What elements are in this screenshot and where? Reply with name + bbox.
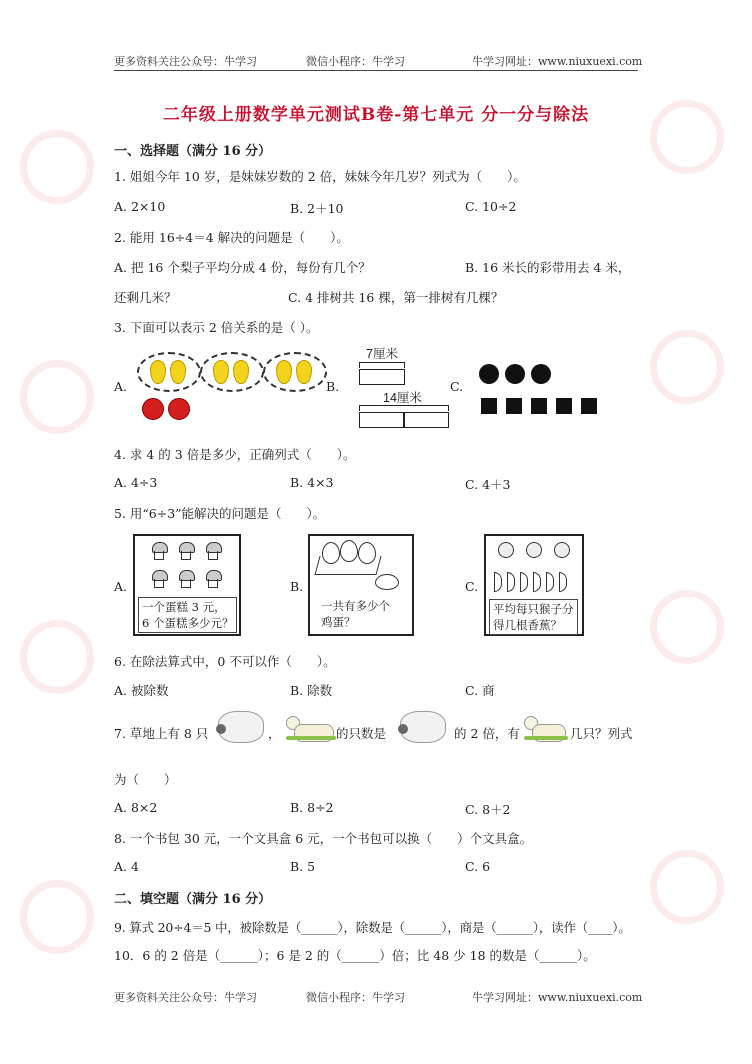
q5-option-c: C. [465,579,479,594]
q7-option-a: A. 8×2 [114,800,158,815]
footer-right: 牛学习网址：www.niuxuexi.com [472,991,643,1004]
question-7-part4: 的 2 倍，有 [454,726,520,741]
header-rule [114,70,638,71]
question-2: 2. 能用 16÷4＝4 解决的问题是（ ）。 [114,230,349,245]
q3-option-c: C. [450,379,464,394]
question-3: 3. 下面可以表示 2 倍关系的是（ ）。 [114,320,319,335]
cupcake-icon [152,570,166,588]
q6-option-b: B. 除数 [290,683,333,698]
question-7-part2: ， [268,726,281,741]
q5-c-caption-line2: 得几根香蕉？ [493,618,562,632]
q6-option-c: C. 商 [465,683,495,698]
section-fill-heading: 二、填空题（满分 16 分） [114,892,272,907]
q5-a-caption [138,597,237,633]
sheep-head [216,724,226,734]
square-icon [506,398,522,414]
q4-option-c: C. 4＋3 [465,477,511,492]
question-9: 9. 算式 20÷4＝5 中，被除数是（______），除数是（______），商是（______），读作（____）。 [114,920,631,935]
q5-a-caption-line2: 6 个蛋糕多少元？ [142,616,234,630]
q3-b-bottom-label: 14厘米 [383,391,422,405]
apple-icon [142,398,164,420]
goat-icon [524,712,568,746]
q3-b-top-label: 7厘米 [366,347,398,361]
cupcake-icon [179,542,193,560]
question-10: 10．6 的 2 倍是（______）；6 是 2 的（______）倍；比 48 少 18 的数是（______）。 [114,948,596,963]
q3-b-bottom-bar-divider [403,412,405,428]
section-choice-heading: 一、选择题（满分 16 分） [114,144,272,159]
monkey-icon [498,542,514,558]
question-7-part3: 的只数是 [336,726,387,741]
circle-icon [531,364,551,384]
square-icon [581,398,597,414]
page-title: 二年级上册数学单元测试B卷-第七单元 分一分与除法 [162,105,590,125]
q5-a-caption-line1: 一个蛋糕 3 元， [142,600,226,614]
watermark-logo [650,590,724,664]
pear-group-3 [263,352,327,392]
sheep-head [398,724,408,734]
cupcake-icon [206,542,220,560]
q2-option-c: C. 4 排树共 16 棵，第一排树有几棵？ [288,290,504,305]
q1-option-b: B. 2＋10 [290,201,344,216]
watermark-logo [20,360,94,434]
q8-option-c: C. 6 [465,859,491,874]
q3-b-top-brace [359,362,405,368]
goat-icon [286,712,336,746]
monkey-icon [554,542,570,558]
watermark-logo [20,880,94,954]
q5-option-a: A. [114,579,128,594]
q6-option-a: A. 被除数 [114,683,169,698]
watermark-logo [650,850,724,924]
q7-option-c: C. 8＋2 [465,802,511,817]
monkey-icon [526,542,542,558]
egg-icon [358,542,376,564]
header-right: 牛学习网址：www.niuxuexi.com [472,55,643,68]
pear-group-1 [137,352,201,392]
q3-b-bottom-brace [359,405,449,411]
cupcake-icon [152,542,166,560]
header-mid: 微信小程序：牛学习 [306,55,405,68]
question-6: 6. 在除法算式中，0 不可以作（ ）。 [114,654,336,669]
cupcake-icon [206,570,220,588]
question-4: 4. 求 4 的 3 倍是多少，正确列式（ ）。 [114,447,356,462]
square-icon [481,398,497,414]
q1-option-a: A. 2×10 [114,199,166,214]
square-icon [556,398,572,414]
q2-option-a: A. 把 16 个梨子平均分成 4 份，每份有几个？ [114,260,371,275]
watermark-logo [20,620,94,694]
egg-icon [340,540,358,562]
watermark-logo [20,130,94,204]
q3-option-a: A. [114,379,128,394]
egg-icon [322,542,340,564]
footer-left: 更多资料关注公众号：牛学习 [114,991,257,1004]
square-icon [531,398,547,414]
q8-option-b: B. 5 [290,859,316,874]
apple-icon [168,398,190,420]
header-left: 更多资料关注公众号：牛学习 [114,55,257,68]
footer-mid: 微信小程序：牛学习 [306,991,405,1004]
q8-option-a: A. 4 [114,859,139,874]
q4-option-a: A. 4÷3 [114,475,158,490]
q7-option-b: B. 8÷2 [290,800,334,815]
question-7-part6: 为（ ） [114,772,177,787]
q5-b-caption-line1: 一共有多少个 [321,599,390,613]
pear-group-2 [200,352,264,392]
q5-c-caption-line1: 平均每只猴子分 [493,602,574,616]
q2-option-b: B. 16 米长的彩带用去 4 米， [465,260,631,275]
q3-b-top-bar [359,369,405,385]
q1-option-c: C. 10÷2 [465,199,517,214]
circle-icon [479,364,499,384]
question-8: 8. 一个书包 30 元，一个文具盒 6 元，一个书包可以换（ ）个文具盒。 [114,831,533,846]
q5-c-caption [489,599,578,635]
q5-b-caption-line2: 鸡蛋？ [321,615,356,629]
cupcake-icon [179,570,193,588]
question-1: 1. 姐姐今年 10 岁，是妹妹岁数的 2 倍，妹妹今年几岁？列式为（ ）。 [114,169,526,184]
question-5: 5. 用“6÷3”能解决的问题是（ ）。 [114,506,326,521]
q5-option-b: B. [290,579,304,594]
q4-option-b: B. 4×3 [290,475,334,490]
question-7-part5: 几只？列式 [570,726,633,741]
q5-b-caption [318,597,393,631]
question-7-part1: 7. 草地上有 8 只 [114,726,209,741]
q2-option-b-cont: 还剩几米？ [114,290,177,305]
circle-icon [505,364,525,384]
egg-icon [375,574,399,590]
watermark-logo [650,330,724,404]
q3-option-b: B. [326,379,340,394]
